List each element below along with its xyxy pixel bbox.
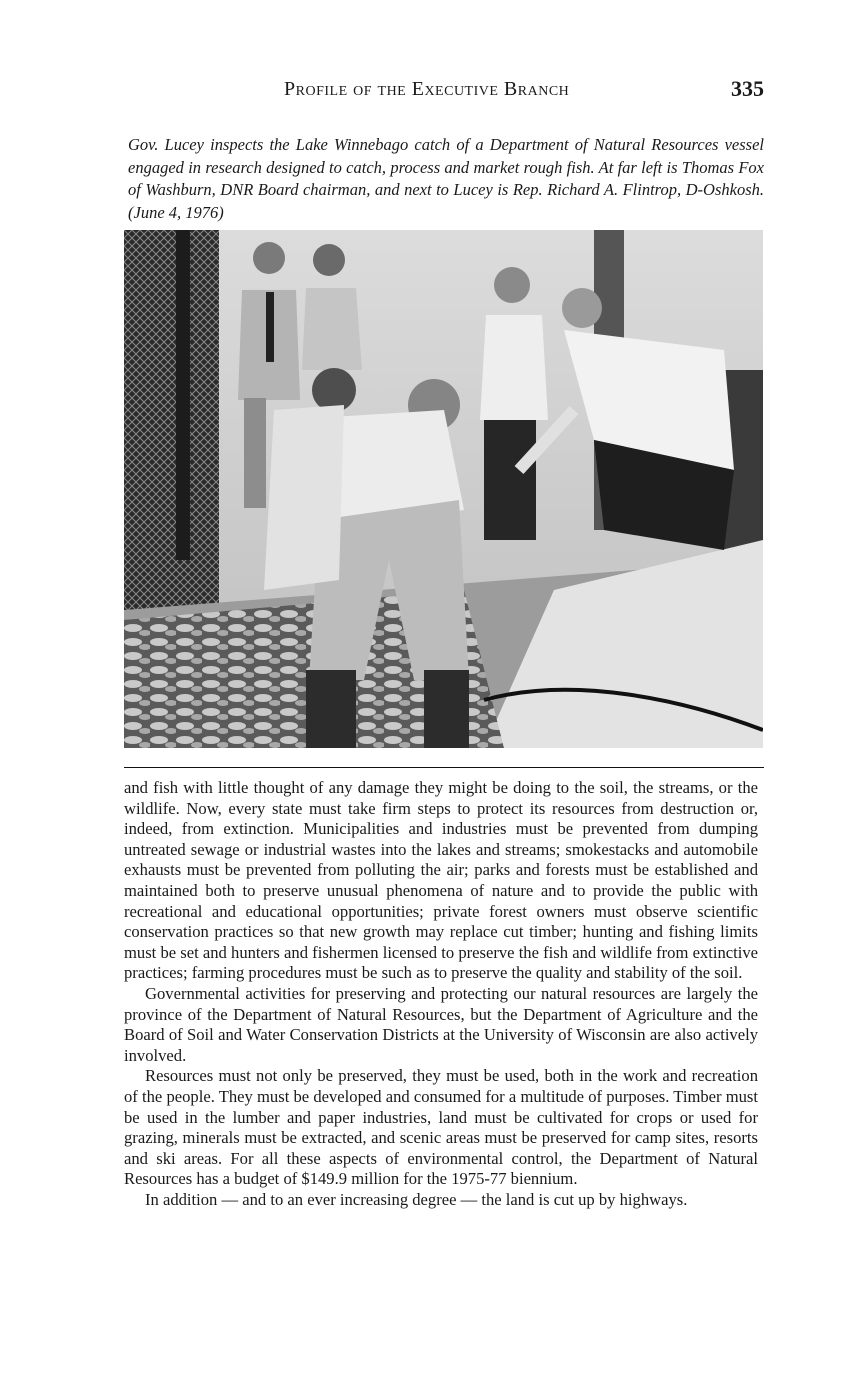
section-rule [124, 767, 764, 768]
photograph [124, 230, 763, 748]
body-paragraph-1: and fish with little thought of any damage they might be doing to the soil, the streams, or the wildlife. Now, every state must take firm steps to protect its resources from destruction or, indeed, from extinction. Municipalities and industries must be prevented from dumping untreated sewage or industrial wastes into the lakes and streams; smokestacks and automobile exhausts must be prevented from polluting the air; parks and forests must be established and maintained both to preserve unusual phenomena of nature and to provide the public with recreational and educational opportunities; private forest owners must observe scientific conservation practices so that new growth may replace cut timber; hunting and fishing limits must be set and hunters and fishermen licensed to preserve the fish and wildlife from extinctive practices; farming procedures must be such as to preserve the quality and stability of the soil. [124, 778, 758, 983]
body-paragraph-4: In addition — and to an ever increasing degree — the land is cut up by highways. [145, 1189, 688, 1209]
page-number: 335 [731, 76, 764, 101]
photo-caption: Gov. Lucey inspects the Lake Winnebago catch of a Department of Natural Resources vessel engaged in research designed to catch, process and market rough fish. At far left is Thomas Fox of Washburn, DNR Board chairman, and next to Lucey is Rep. Richard A. Flintrop, D-Oshkosh. (June 4, 1976) [128, 135, 764, 222]
running-header: Profile of the Executive Branch [284, 78, 570, 100]
body-text [124, 778, 758, 1210]
body-paragraph-2: Governmental activities for preserving and protecting our natural resources are largely the province of the Department of Natural Resources, but the Department of Agriculture and the Board of Soil and Water Conservation Districts at the University of Wisconsin are also actively involved. [124, 983, 758, 1065]
body-paragraph-3: Resources must not only be preserved, they must be used, both in the work and recreation of the people. They must be developed and consumed for a multitude of purposes. Timber must be used in the lumber and paper industries, land must be cultivated for crops or used for grazing, minerals must be extracted, and scenic areas must be preserved for camp sites, resorts and ski areas. For all these aspects of environmental control, the Department of Natural Resources has a budget of $149.9 million for the 1975-77 biennium. [124, 1066, 758, 1189]
